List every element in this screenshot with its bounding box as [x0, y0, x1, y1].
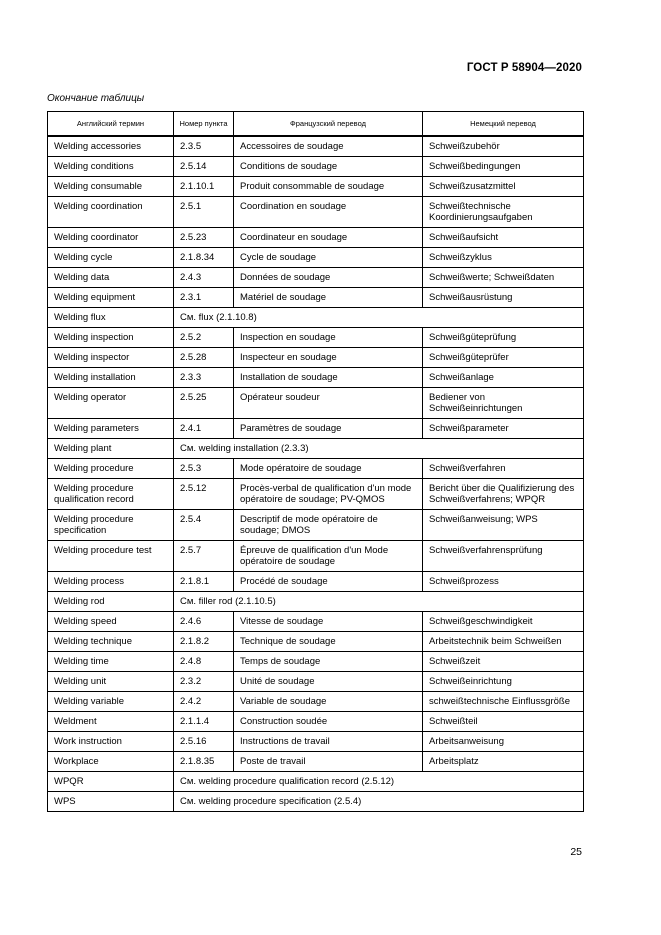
english-term-cell: Welding consumable — [48, 177, 174, 197]
english-term-cell: Work instruction — [48, 732, 174, 752]
french-translation-cell: Inspection en soudage — [234, 328, 423, 348]
english-term-cell: Welding parameters — [48, 419, 174, 439]
english-term-cell: Welding process — [48, 572, 174, 592]
german-translation-cell: Schweißzusatzmittel — [423, 177, 584, 197]
french-translation-cell: Construction soudée — [234, 712, 423, 732]
english-term-cell: Welding variable — [48, 692, 174, 712]
table-row — [48, 712, 584, 732]
french-translation-cell: Opérateur soudeur — [234, 388, 423, 419]
table-row — [48, 652, 584, 672]
german-translation-cell: Schweißverfahrensprüfung — [423, 541, 584, 572]
german-translation-cell: Schweißanweisung; WPS — [423, 510, 584, 541]
german-translation-cell: Schweißanlage — [423, 368, 584, 388]
table-row — [48, 592, 584, 612]
french-translation-cell: Unité de soudage — [234, 672, 423, 692]
english-term-cell: Welding operator — [48, 388, 174, 419]
cross-reference-cell: См. welding procedure specification (2.5.4) — [174, 792, 584, 812]
table-row — [48, 612, 584, 632]
english-term-cell: Welding procedure qualification record — [48, 479, 174, 510]
table-row — [48, 632, 584, 652]
english-term-cell: Welding procedure test — [48, 541, 174, 572]
french-translation-cell: Variable de soudage — [234, 692, 423, 712]
table-row — [48, 348, 584, 368]
table-row — [48, 419, 584, 439]
english-term-cell: Welding cycle — [48, 248, 174, 268]
cross-reference-cell: См. welding installation (2.3.3) — [174, 439, 584, 459]
german-translation-cell: Bericht über die Qualifizierung des Schweißverfahrens; WPQR — [423, 479, 584, 510]
cross-reference-cell: См. flux (2.1.10.8) — [174, 308, 584, 328]
table-row — [48, 479, 584, 510]
table-row — [48, 388, 584, 419]
german-translation-cell: Schweißzubehör — [423, 136, 584, 157]
table-body — [48, 136, 584, 812]
column-header-french: Французский перевод — [234, 112, 423, 137]
table-caption: Окончание таблицы — [47, 93, 145, 104]
german-translation-cell: Arbeitsplatz — [423, 752, 584, 772]
english-term-cell: Welding conditions — [48, 157, 174, 177]
english-term-cell: Welding procedure specification — [48, 510, 174, 541]
french-translation-cell: Coordination en soudage — [234, 197, 423, 228]
table-row — [48, 510, 584, 541]
table-row — [48, 792, 584, 812]
clause-number-cell: 2.4.1 — [174, 419, 234, 439]
table-row — [48, 228, 584, 248]
table-row — [48, 692, 584, 712]
german-translation-cell: Schweißbedingungen — [423, 157, 584, 177]
english-term-cell: Welding speed — [48, 612, 174, 632]
french-translation-cell: Procédé de soudage — [234, 572, 423, 592]
table-row — [48, 672, 584, 692]
english-term-cell: WPS — [48, 792, 174, 812]
clause-number-cell: 2.4.8 — [174, 652, 234, 672]
table-row — [48, 772, 584, 792]
table-row — [48, 572, 584, 592]
french-translation-cell: Épreuve de qualification d'un Mode opératoire de soudage — [234, 541, 423, 572]
clause-number-cell: 2.1.8.2 — [174, 632, 234, 652]
cross-reference-cell: См. welding procedure qualification record (2.5.12) — [174, 772, 584, 792]
english-term-cell: Welding data — [48, 268, 174, 288]
french-translation-cell: Installation de soudage — [234, 368, 423, 388]
clause-number-cell: 2.1.1.4 — [174, 712, 234, 732]
german-translation-cell: Schweißteil — [423, 712, 584, 732]
german-translation-cell: Schweißtechnische Koordinierungsaufgaben — [423, 197, 584, 228]
table-row — [48, 439, 584, 459]
french-translation-cell: Matériel de soudage — [234, 288, 423, 308]
french-translation-cell: Produit consommable de soudage — [234, 177, 423, 197]
english-term-cell: Welding inspector — [48, 348, 174, 368]
french-translation-cell: Coordinateur en soudage — [234, 228, 423, 248]
german-translation-cell: Schweißausrüstung — [423, 288, 584, 308]
german-translation-cell: Schweißparameter — [423, 419, 584, 439]
page-number: 25 — [570, 846, 582, 858]
german-translation-cell: Schweißzeit — [423, 652, 584, 672]
clause-number-cell: 2.4.2 — [174, 692, 234, 712]
table-row — [48, 308, 584, 328]
clause-number-cell: 2.3.5 — [174, 136, 234, 157]
english-term-cell: Welding coordination — [48, 197, 174, 228]
english-term-cell: Workplace — [48, 752, 174, 772]
french-translation-cell: Technique de soudage — [234, 632, 423, 652]
clause-number-cell: 2.3.2 — [174, 672, 234, 692]
clause-number-cell: 2.3.1 — [174, 288, 234, 308]
english-term-cell: Welding flux — [48, 308, 174, 328]
clause-number-cell: 2.1.10.1 — [174, 177, 234, 197]
english-term-cell: Weldment — [48, 712, 174, 732]
document-code: ГОСТ Р 58904—2020 — [466, 62, 582, 74]
clause-number-cell: 2.1.8.35 — [174, 752, 234, 772]
cross-reference-cell: См. filler rod (2.1.10.5) — [174, 592, 584, 612]
table-row — [48, 752, 584, 772]
table-row — [48, 732, 584, 752]
clause-number-cell: 2.1.8.1 — [174, 572, 234, 592]
french-translation-cell: Paramètres de soudage — [234, 419, 423, 439]
german-translation-cell: Arbeitstechnik beim Schweißen — [423, 632, 584, 652]
table-row — [48, 459, 584, 479]
clause-number-cell: 2.1.8.34 — [174, 248, 234, 268]
clause-number-cell: 2.5.23 — [174, 228, 234, 248]
german-translation-cell: Schweißzyklus — [423, 248, 584, 268]
german-translation-cell: Bediener von Schweißeinrichtungen — [423, 388, 584, 419]
table-row — [48, 268, 584, 288]
clause-number-cell: 2.5.4 — [174, 510, 234, 541]
french-translation-cell: Descriptif de mode opératoire de soudage; DMOS — [234, 510, 423, 541]
french-translation-cell: Temps de soudage — [234, 652, 423, 672]
german-translation-cell: Schweißprozess — [423, 572, 584, 592]
english-term-cell: Welding time — [48, 652, 174, 672]
terms-table — [47, 111, 584, 812]
table-row — [48, 197, 584, 228]
table-row — [48, 248, 584, 268]
english-term-cell: Welding coordinator — [48, 228, 174, 248]
german-translation-cell: schweißtechnische Einflussgröße — [423, 692, 584, 712]
clause-number-cell: 2.5.2 — [174, 328, 234, 348]
german-translation-cell: Schweißeinrichtung — [423, 672, 584, 692]
clause-number-cell: 2.4.3 — [174, 268, 234, 288]
german-translation-cell: Schweißverfahren — [423, 459, 584, 479]
clause-number-cell: 2.5.1 — [174, 197, 234, 228]
clause-number-cell: 2.5.28 — [174, 348, 234, 368]
table-row — [48, 157, 584, 177]
french-translation-cell: Cycle de soudage — [234, 248, 423, 268]
clause-number-cell: 2.5.25 — [174, 388, 234, 419]
english-term-cell: Welding equipment — [48, 288, 174, 308]
english-term-cell: Welding accessories — [48, 136, 174, 157]
clause-number-cell: 2.5.3 — [174, 459, 234, 479]
clause-number-cell: 2.5.7 — [174, 541, 234, 572]
french-translation-cell: Vitesse de soudage — [234, 612, 423, 632]
table-row — [48, 136, 584, 157]
table-row — [48, 328, 584, 348]
english-term-cell: Welding technique — [48, 632, 174, 652]
german-translation-cell: Schweißgüteprüfung — [423, 328, 584, 348]
english-term-cell: Welding installation — [48, 368, 174, 388]
table-row — [48, 177, 584, 197]
table-row — [48, 288, 584, 308]
french-translation-cell: Instructions de travail — [234, 732, 423, 752]
clause-number-cell: 2.3.3 — [174, 368, 234, 388]
clause-number-cell: 2.4.6 — [174, 612, 234, 632]
french-translation-cell: Inspecteur en soudage — [234, 348, 423, 368]
column-header-english: Английский термин — [48, 112, 174, 137]
french-translation-cell: Poste de travail — [234, 752, 423, 772]
english-term-cell: Welding unit — [48, 672, 174, 692]
english-term-cell: Welding plant — [48, 439, 174, 459]
german-translation-cell: Schweißwerte; Schweißdaten — [423, 268, 584, 288]
english-term-cell: Welding procedure — [48, 459, 174, 479]
french-translation-cell: Procès-verbal de qualification d'un mode opératoire de soudage; PV-QMOS — [234, 479, 423, 510]
english-term-cell: Welding rod — [48, 592, 174, 612]
clause-number-cell: 2.5.14 — [174, 157, 234, 177]
french-translation-cell: Mode opératoire de soudage — [234, 459, 423, 479]
clause-number-cell: 2.5.12 — [174, 479, 234, 510]
column-header-number: Номер пункта — [174, 112, 234, 137]
table-row — [48, 368, 584, 388]
table-row — [48, 541, 584, 572]
english-term-cell: Welding inspection — [48, 328, 174, 348]
german-translation-cell: Schweißgeschwindigkeit — [423, 612, 584, 632]
table-header-row — [48, 112, 584, 137]
german-translation-cell: Arbeitsanweisung — [423, 732, 584, 752]
french-translation-cell: Conditions de soudage — [234, 157, 423, 177]
clause-number-cell: 2.5.16 — [174, 732, 234, 752]
column-header-german: Немецкий перевод — [423, 112, 584, 137]
german-translation-cell: Schweißgüteprüfer — [423, 348, 584, 368]
english-term-cell: WPQR — [48, 772, 174, 792]
french-translation-cell: Données de soudage — [234, 268, 423, 288]
french-translation-cell: Accessoires de soudage — [234, 136, 423, 157]
german-translation-cell: Schweißaufsicht — [423, 228, 584, 248]
